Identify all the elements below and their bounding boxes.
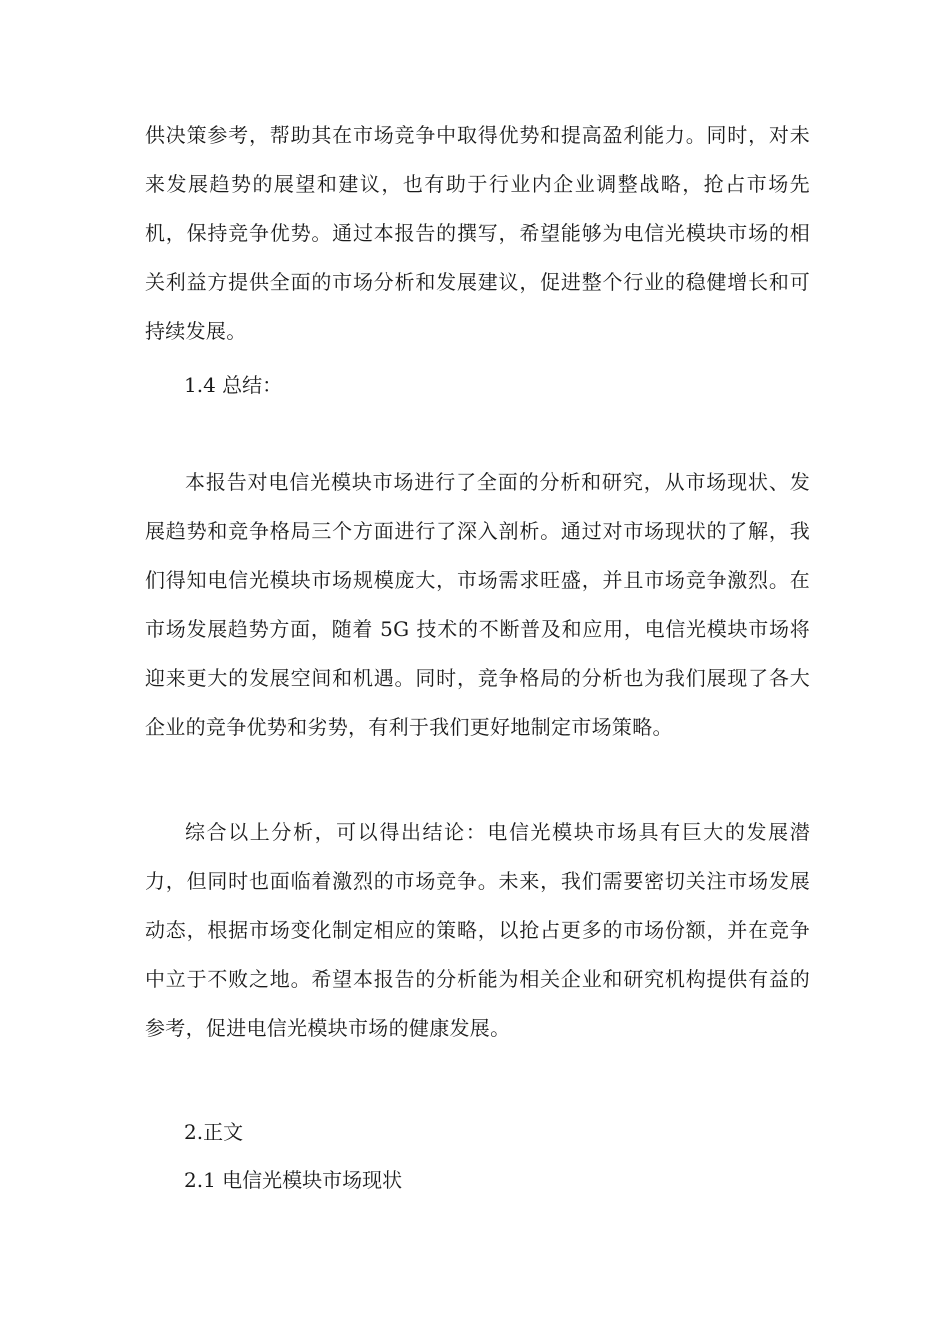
section-heading-2: 2.正文 xyxy=(184,1120,244,1144)
paragraph-intro-tail: 供决策参考，帮助其在市场竞争中取得优势和提高盈利能力。同时，对未来发展趋势的展望和建议，也有助于行业内企业调整战略，抢占市场先机，保持竞争优势。通过本报告的撰写，希望能够为电信光模块市场的相关利益方提供全面的市场分析和发展建议，促进整个行业的稳健增长和可持续发展。 xyxy=(145,123,810,343)
section-heading-2-1: 2.1 电信光模块市场现状 xyxy=(184,1168,403,1192)
section-heading-1-4: 1.4 总结： xyxy=(184,373,283,397)
paragraph-summary-1: 本报告对电信光模块市场进行了全面的分析和研究，从市场现状、发展趋势和竞争格局三个方面进行了深入剖析。通过对市场现状的了解，我们得知电信光模块市场规模庞大，市场需求旺盛，并且市场竞争激烈。在市场发展趋势方面，随着 5G 技术的不断普及和应用，电信光模块市场将迎来更大的发展空间和机遇。同时，竞争格局的分析也为我们展现了各大企业的竞争优势和劣势，有利于我们更好地制定市场策略。 xyxy=(145,470,810,739)
paragraph-summary-2: 综合以上分析，可以得出结论：电信光模块市场具有巨大的发展潜力，但同时也面临着激烈的市场竞争。未来，我们需要密切关注市场发展动态，根据市场变化制定相应的策略，以抢占更多的市场份额，并在竞争中立于不败之地。希望本报告的分析能为相关企业和研究机构提供有益的参考，促进电信光模块市场的健康发展。 xyxy=(145,820,810,1040)
